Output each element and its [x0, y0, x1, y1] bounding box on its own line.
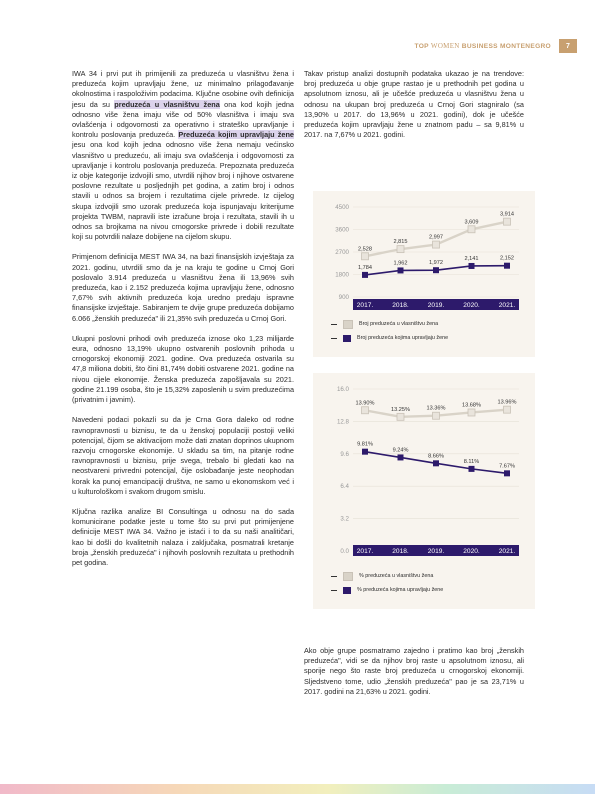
data-point — [397, 246, 404, 253]
text-run: jesu ona kod kojih jedna odnosno više žena nemaju većinsko vlasništvo u preduzeću, ali imaju sva ovlašćenja i odgovornosti za upravljanje i kontrolu poslovanja preduzeća. Prepoznata preduzeća iz obje kategorije izdvojili smo, utvrdili njihov broj i njihove ostvarene poslovne rezultate u posljednjih pet godina, a zatim broj i odnos stavili u odnos sa brojem i rezultatima cijele privrede. Iz cijelog skupa izdvojili smo uzorak preduzeća koja ispunjavaju kriterijume projekta TWBM, napravili iste izračune broja i rezultata, stavili ih u odnos sa brojkama na nivou crnogorske privrede i dobili rezultate koji su potvrdili nalaze dobijene na cijelom skupu. — [72, 140, 294, 242]
y-tick-label: 3600 — [335, 226, 349, 234]
y-tick-label: 900 — [338, 294, 349, 301]
legend-label: Broj preduzeća u vlasništvu žena — [359, 321, 439, 327]
x-tick-label: 2018. — [392, 548, 409, 555]
x-tick-label: 2021. — [498, 548, 516, 555]
data-point — [433, 241, 440, 248]
y-tick-label: 12.8 — [336, 418, 349, 426]
data-point — [504, 470, 510, 476]
data-label: 2,141 — [464, 255, 479, 262]
legend-line — [331, 324, 337, 325]
legend-label: % preduzeća kojima upravljaju žene — [357, 587, 444, 593]
x-tick-label: 2019. — [427, 302, 445, 309]
data-point — [433, 267, 439, 273]
data-point — [398, 454, 404, 460]
x-tick-label: 2017. — [356, 548, 374, 555]
data-label: 13.36% — [426, 405, 446, 412]
data-label: 2,152 — [500, 255, 514, 262]
paragraph-combined: Ako obje grupe posmatramo zajedno i pratimo kao broj „ženskih preduzeća", vidi se da njihov broj raste u apsolutnom iznosu, ali sporije nego što raste broj preduzeća u crnogorskoj ekonomiji. Sljedstveno tome, udio „ženskih preduzeća" pao je sa 23,71% u 2017. godini na 21,63% u 2021. godini. — [304, 646, 524, 696]
data-point — [397, 413, 404, 420]
data-point — [362, 253, 369, 260]
y-tick-label: 1800 — [335, 271, 349, 279]
left-text-column — [72, 69, 294, 578]
paragraph-revenues: Ukupni poslovni prihodi ovih preduzeća iznose oko 1,23 milijarde eura, odnosno 13,19% ukupno ostvarenih poslovnih prihoda u crnogorskoj ekonomiji 2021. godine. Ova preduzeća ostvarila su 47,8 miliona dobiti, što čini 81,74% dobiti ostvarene 2021. godine na nivou cijele ekonomije. Ženska preduzeća zapošljavala su 2021. godine 21.199 osoba, što je 15,32% zaposlenih u svim preduzećima (privatnim i javnim). — [72, 333, 294, 405]
legend-swatch-light — [343, 572, 353, 581]
data-label: 7.67% — [499, 463, 515, 470]
data-point — [468, 409, 475, 416]
paragraph-trends: Takav pristup analizi dostupnih podataka ukazao je na trendove: broj preduzeća u obje grupe rastao je u prethodnih pet godina u apsolutnom iznosu, ali je učešće preduzeća u vlasništvu žena u odnosu na ukupan broj preduzeća u Crnoj Gori stagniralo (sa 13,90% u 2017. do 13,96% u 2021. godini), dok je učešće preduzeća kojim upravljaju žene u znatnom padu – sa 9,81% u 2017. na 7,67% u 2021. godini. — [304, 69, 524, 140]
data-label: 13.68% — [462, 402, 481, 409]
legend-item-owned-pct — [331, 569, 535, 583]
highlight-term-owned: preduzeća u vlasništvu žena — [114, 99, 220, 109]
data-point — [469, 263, 475, 269]
legend-item-managed-pct — [331, 583, 535, 597]
x-tick-label: 2020. — [463, 548, 480, 555]
legend-item-owned — [331, 317, 535, 331]
magazine-title — [415, 42, 551, 50]
chart-counts-legend — [313, 311, 535, 357]
right-text-top — [304, 69, 524, 150]
footer-gradient-bar — [0, 784, 595, 794]
x-tick-label: 2017. — [356, 302, 374, 309]
x-tick-label: 2020. — [463, 302, 480, 309]
data-label: 13.25% — [391, 406, 410, 413]
title-part-top: TOP — [414, 43, 431, 50]
x-tick-label: 2021. — [498, 302, 516, 309]
data-label: 3,914 — [500, 211, 514, 218]
y-tick-label: 2700 — [335, 249, 349, 256]
data-label: 1,962 — [393, 260, 408, 267]
legend-swatch-dark — [343, 335, 351, 342]
data-point — [468, 226, 475, 233]
title-part-women: WOMEN — [430, 42, 460, 50]
chart-percentages — [313, 373, 535, 563]
data-label: 3,609 — [464, 219, 479, 226]
paragraph-definitions — [72, 69, 294, 242]
y-tick-label: 4500 — [335, 204, 349, 211]
data-label: 8.66% — [428, 453, 444, 460]
data-label: 2,815 — [393, 239, 408, 246]
legend-label: % preduzeća u vlasništvu žena — [359, 573, 434, 579]
y-tick-label: 9.6 — [340, 450, 349, 458]
data-label: 2,997 — [429, 234, 443, 241]
data-label: 9.81% — [357, 441, 373, 448]
data-label: 8.11% — [463, 458, 480, 465]
data-label: 9.24% — [392, 447, 409, 454]
data-label: 13.96% — [497, 399, 517, 406]
data-point — [362, 272, 368, 278]
x-tick-label: 2019. — [427, 548, 445, 555]
y-tick-label: 0.0 — [340, 548, 349, 555]
legend-line — [331, 590, 337, 591]
chart-percentages-svg — [313, 373, 535, 563]
legend-label: Broj preduzeća kojima upravljaju žene — [357, 335, 449, 341]
legend-line — [331, 576, 337, 577]
data-point — [362, 449, 368, 455]
paragraph-equality: Navedeni podaci pokazli su da je Crna Gora daleko od rodne ravnopravnosti u biznisu, te da u ženskoj populaciji postoji veliki potencijal, čijom se aktivacijom može dati znatan doprinos ukupnom razvoju crnogorske ekonomije. U skladu sa tim, na pitanje rodne ravnopravnosti u biznisu, prije svega, trebalo bi gledati kao na neostvareni privredni potencijal, čije oslobađanje jeste neophodan korak ka punoj emancipaciji društva, ne samo u ekonomskom već i u kulturološkom i svakom drugom smislu. — [72, 415, 294, 496]
text-run: ona kod kojih jedna odnosno više žena imaju više od 50% vlasništva i imaju sva ovlašćenja i odgovornosti za operativno i strateško upravljanje i kontrolu poslovanja preduzeća. — [72, 99, 294, 140]
legend-line — [331, 338, 337, 339]
data-point — [433, 412, 440, 419]
right-text-bottom — [304, 646, 524, 707]
data-point — [504, 263, 510, 269]
highlight-term-managed: Preduzeća kojim upravljaju žene — [178, 130, 294, 140]
text-run: IWA 34 i prvi put ih primijenili za preduzeća u vlasništvu žena i preduzeća kojim upravljaju žene, uz minimalno prilagođavanje okolnostima i raspoloživim podacima. Ključne osobine ovih definicija jesu da su — [72, 69, 294, 109]
chart-counts-svg — [313, 191, 535, 311]
y-tick-label: 16.0 — [336, 386, 349, 393]
legend-swatch-dark — [343, 587, 351, 594]
data-point — [504, 218, 511, 225]
legend-swatch-light — [343, 320, 353, 329]
chart-percentages-legend — [313, 563, 535, 609]
data-point — [504, 406, 511, 413]
chart-counts — [313, 191, 535, 311]
data-label: 13.90% — [355, 400, 375, 407]
data-label: 1,972 — [429, 260, 443, 267]
data-point — [433, 460, 439, 466]
legend-item-managed — [331, 331, 535, 345]
y-tick-label: 6.4 — [340, 483, 349, 491]
paragraph-analysis: Ključna razlika analize BI Consultinga u odnosu na do sada komunicirane podatke jeste u tome što su prvi put primijenjene definicije MEST IWA 34. Važno je istaći i to da su naši analitičari, kao bi došli do kvalitetnih nalaza i zaključaka, posmatrali kretanje broja „ženskih preduzeća" i njihovih poslovnih rezultata u prethodnih pet godina. — [72, 506, 294, 567]
x-tick-label: 2018. — [392, 302, 409, 309]
data-point — [398, 267, 404, 273]
title-part-business: BUSINESS MONTENEGRO — [459, 43, 551, 50]
data-label: 2,528 — [358, 246, 372, 253]
y-tick-label: 3.2 — [340, 515, 349, 523]
data-point — [362, 407, 369, 414]
page-header — [415, 40, 577, 52]
paragraph-counts: Primjenom definicija MEST IWA 34, na bazi finansijskih izvještaja za 2021. godinu, utvrdili smo da je na kraju te godine u Crnoj Gori poslovalo 3.914 preduzeća u vlasništvu žena ili 13,96% svih preduzeća, kao i 2.152 preduzeća kojima upravljaju žene, odnosno 7,67% svih aktivnih preduzeća koja uredno predaju ispravne finansijske izvještaje. Sabiranjem te dvije grupe preduzeća dobijamo 6.066 „ženskih preduzeća" ili 21,35% svih preduzeća u Crnoj Gori. — [72, 252, 294, 323]
page-number: 7 — [559, 39, 577, 53]
data-point — [469, 466, 475, 472]
data-label: 1,784 — [358, 264, 372, 271]
